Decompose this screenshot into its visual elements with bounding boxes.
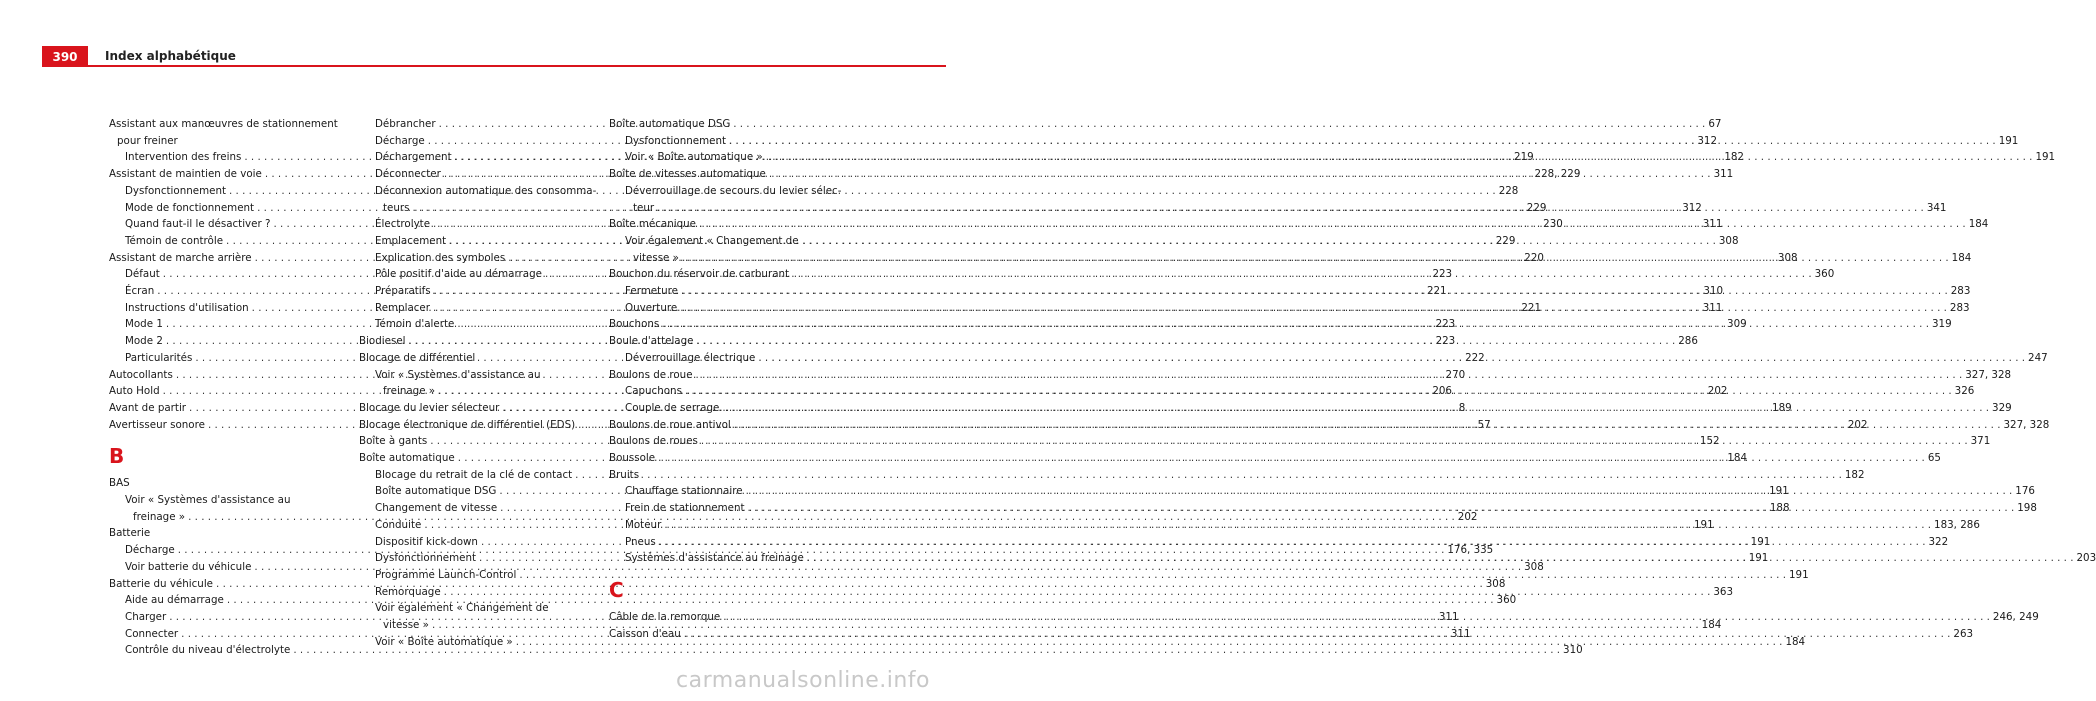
index-entry: Boulons de roue antivol . . . 327, 328 xyxy=(609,417,846,434)
index-entry: Assistant aux manœuvres de stationnement xyxy=(109,118,338,130)
index-subentry: Pneus . . . 322 xyxy=(609,534,846,551)
index-subentry: Capuchons . . . 326 xyxy=(609,383,846,400)
index-subentry-continuation: teurs . . . 312 xyxy=(359,200,596,217)
index-subentry-continuation: vitesse » . . . 184 xyxy=(359,617,596,634)
index-subentry-continuation: freinage » . . . 202 xyxy=(359,383,596,400)
index-subentry: Défaut . . . 223 xyxy=(109,266,346,283)
index-subentry: Moteur . . . 183, 286 xyxy=(609,517,846,534)
index-subentry: Mode de fonctionnement . . . 229 xyxy=(109,200,346,217)
index-subentry: Programme Launch-Control . . . 191 xyxy=(359,567,596,584)
index-subentry: Dysfonctionnement . . . 191 xyxy=(359,550,596,567)
page-number: 390 xyxy=(42,46,88,67)
index-subentry-continuation: teur . . . 341 xyxy=(609,200,846,217)
index-entry: Avant de partir . . . 8 xyxy=(109,400,346,417)
index-subentry: Ouverture . . . 283 xyxy=(609,300,846,317)
index-subentry: Remplacer . . . 311 xyxy=(359,300,596,317)
index-entry: Câble de la remorque . . . 246, 249 xyxy=(609,609,846,626)
index-subentry: Déconnecter . . . 311 xyxy=(359,166,596,183)
index-entry: Boîte automatique . . . 184 xyxy=(359,450,596,467)
index-subentry: Pôle positif d'aide au démarrage . . . 360 xyxy=(359,266,596,283)
index-subentry: Particularités . . . 222 xyxy=(109,350,346,367)
header-rule xyxy=(42,65,946,67)
index-entry: Boîte automatique DSG xyxy=(609,118,731,130)
index-subentry: Systèmes d'assistance au freinage . . . 203 xyxy=(609,550,846,567)
index-subentry: Fermeture . . . 283 xyxy=(609,283,846,300)
index-entry: Boulons de roue . . . 327, 328 xyxy=(609,367,846,384)
index-subentry: Témoin d'alerte . . . 309 xyxy=(359,316,596,333)
index-subentry-continuation: vitesse » . . . 184 xyxy=(609,250,846,267)
index-entry: Boîte mécanique . . . 184 xyxy=(609,216,846,233)
index-subentry: Instructions d'utilisation . . . 221 xyxy=(109,300,346,317)
index-subentry: Voir « Systèmes d'assistance au xyxy=(375,368,541,381)
section-letter-c: C xyxy=(609,577,624,602)
index-entry: Auto Hold . . . 206 xyxy=(109,383,346,400)
index-entry: Blocage du levier sélecteur . . . 189 xyxy=(359,400,596,417)
index-subentry: Boîte automatique DSG . . . 191 xyxy=(359,483,596,500)
index-subentry: Contrôle du niveau d'électrolyte . . . 310 xyxy=(109,642,346,659)
index-entry: BAS xyxy=(109,477,130,490)
section-letter-b: B xyxy=(109,444,125,469)
index-subentry: Voir également « Changement de xyxy=(625,234,799,247)
index-subentry: Quand faut-il le désactiver ? . . . 230 xyxy=(109,216,346,233)
index-subentry: Voir également « Changement de xyxy=(375,602,549,615)
index-subentry: Déverrouillage électrique . . . 247 xyxy=(609,350,846,367)
watermark: carmanualsonline.info xyxy=(676,668,930,693)
index-subentry: Déverrouillage de secours du levier sélec- xyxy=(625,184,842,197)
index-subentry: Mode 2 . . . 223 xyxy=(109,333,346,350)
index-subentry: Témoin de contrôle . . . 229 xyxy=(109,233,346,250)
index-entry: Bouchon du réservoir de carburant xyxy=(609,268,790,281)
index-subentry: Préparatifs . . . 310 xyxy=(359,283,596,300)
index-entry: Autocollants . . . 270 xyxy=(109,367,346,384)
page-title: Index alphabétique xyxy=(105,49,236,63)
index-subentry: Intervention des freins . . . 219 xyxy=(109,149,346,166)
index-subentry: Débrancher . . . 67 xyxy=(359,116,596,133)
index-entry: Biodiesel . . . 286 xyxy=(359,333,596,350)
index-subentry: Voir « Boîte automatique » . . . 184 xyxy=(359,634,596,651)
index-entry: Avertisseur sonore . . . 57 xyxy=(109,417,346,434)
index-entry: Boîte à gants . . . 152 xyxy=(359,433,596,450)
index-subentry: Emplacement . . . 308 xyxy=(359,233,596,250)
index-entry: Blocage électronique de différentiel (EDS) . . . 202 xyxy=(359,417,596,434)
index-subentry: Déchargement . . . 182 xyxy=(359,149,596,166)
index-entry: Caisson d'eau . . . 263 xyxy=(609,626,846,643)
index-entry-continuation: pour freiner xyxy=(117,134,178,147)
index-entry: Bouchons . . . 319 xyxy=(609,316,846,333)
index-entry: Boulons de roues . . . 371 xyxy=(609,433,846,450)
index-subentry: Conduite . . . 191 xyxy=(359,517,596,534)
index-subentry: Blocage du retrait de la clé de contact . . . 182 xyxy=(359,467,596,484)
index-subentry: Décharge . . . 176, 335 xyxy=(109,542,346,559)
index-subentry: Dysfonctionnement . . . 228 xyxy=(109,183,346,200)
index-subentry: Voir « Boîte automatique » . . . 191 xyxy=(609,149,846,166)
index-subentry: Dysfonctionnement . . . 191 xyxy=(609,133,846,150)
index-entry: Batterie xyxy=(109,527,151,540)
index-subentry: Écran . . . 221 xyxy=(109,283,346,300)
index-subentry: Frein de stationnement . . . 198 xyxy=(609,500,846,517)
index-entry: Assistant de maintien de voie . . . 228, 229 xyxy=(109,166,346,183)
index-subentry: Décharge . . . 312 xyxy=(359,133,596,150)
index-entry: Boîte de vitesses automatique xyxy=(609,168,766,181)
index-subentry: Mode 1 . . . 223 xyxy=(109,316,346,333)
index-subentry: Chauffage stationnaire . . . 176 xyxy=(609,483,846,500)
index-subentry: Explication des symboles . . . 308 xyxy=(359,250,596,267)
index-subentry: Déconnexion automatique des consomma- xyxy=(375,184,597,197)
index-subentry: Dispositif kick-down . . . 191 xyxy=(359,534,596,551)
index-subentry: Voir « Systèmes d'assistance au xyxy=(125,494,291,507)
index-subentry: Charger . . . 311 xyxy=(109,609,346,626)
index-subentry: Voir batterie du véhicule . . . 308 xyxy=(109,559,346,576)
index-subentry: Remorquage . . . 363 xyxy=(359,584,596,601)
index-entry: Boussole . . . 65 xyxy=(609,450,846,467)
index-subentry: Connecter . . . 311 xyxy=(109,626,346,643)
index-entry: Assistant de marche arrière . . . 220 xyxy=(109,250,346,267)
index-entry: Blocage de différentiel xyxy=(359,351,476,364)
index-entry: Bruits xyxy=(609,468,640,481)
index-entry: Batterie du véhicule . . . 308 xyxy=(109,576,346,593)
index-subentry: Changement de vitesse . . . 188 xyxy=(359,500,596,517)
index-subentry-continuation: freinage » . . . 202 xyxy=(109,509,346,526)
index-subentry: Couple de serrage . . . 329 xyxy=(609,400,846,417)
index-subentry: Électrolyte . . . 311 xyxy=(359,216,596,233)
index-entry: Boule d'attelage xyxy=(609,335,694,348)
index-subentry: Aide au démarrage . . . 360 xyxy=(109,592,346,609)
